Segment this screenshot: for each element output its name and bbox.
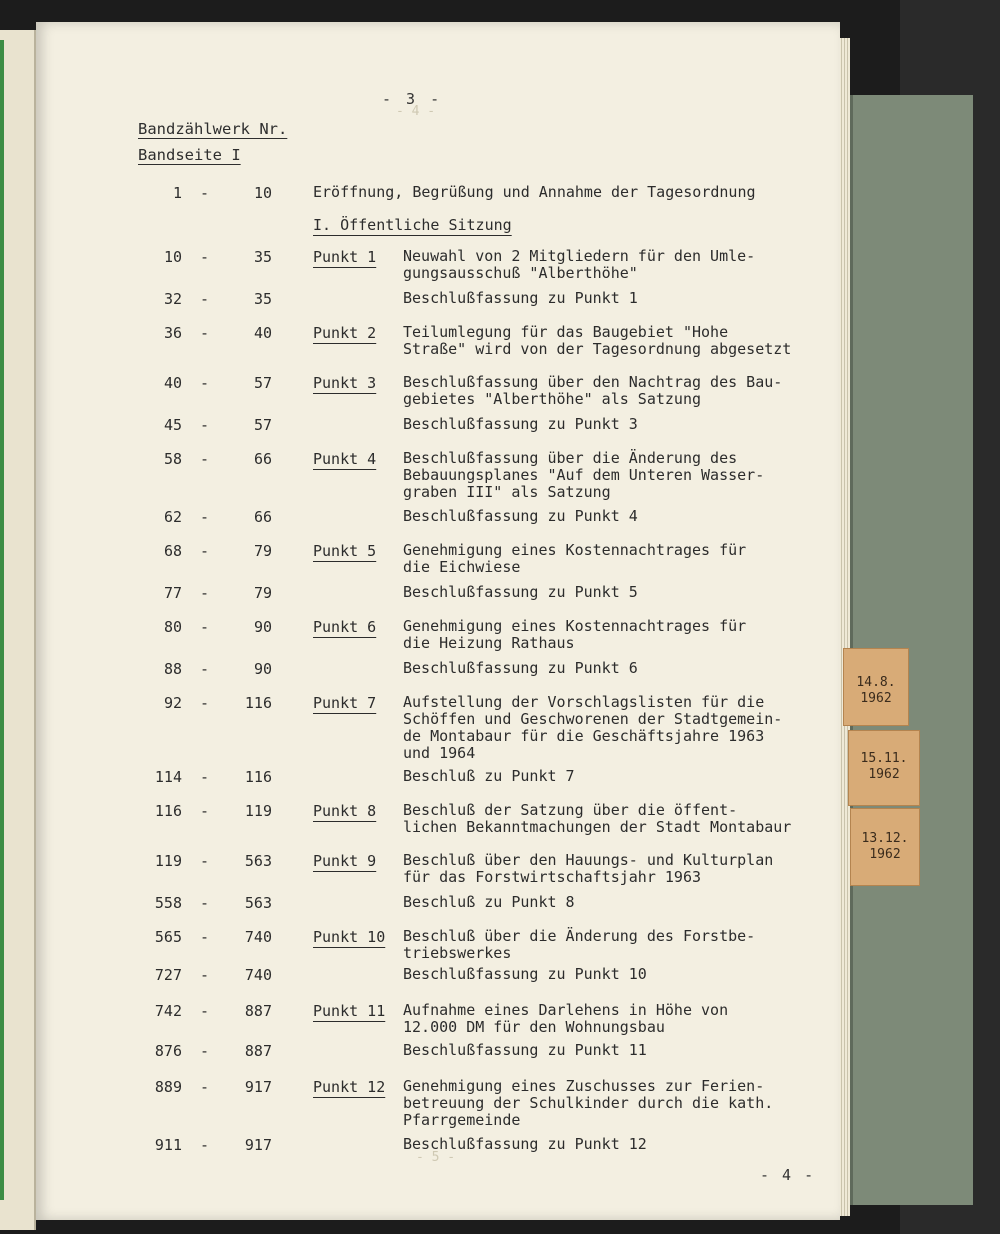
agenda-text: Beschlußfassung zu Punkt 11 [403, 1041, 647, 1059]
counter-from: 876 [154, 1042, 182, 1060]
counter-to: 917 [244, 1136, 272, 1154]
agenda-text: Beschlußfassung zu Punkt 12 [403, 1135, 647, 1153]
agenda-text: Neuwahl von 2 Mitgliedern für den Umle- gungsausschuß "Alberthöhe" [403, 247, 756, 282]
dash: - [200, 1042, 210, 1060]
counter-to: 90 [253, 618, 272, 636]
page-number-bottom: - 4 - [760, 1166, 816, 1184]
counter-to: 740 [244, 966, 272, 984]
agenda-text: Beschlußfassung zu Punkt 10 [403, 965, 647, 983]
counter-from: 45 [163, 416, 182, 434]
agenda-point: Punkt 8 [313, 802, 377, 820]
counter-from: 119 [154, 852, 182, 870]
dash: - [200, 768, 210, 786]
counter-from: 558 [154, 894, 182, 912]
agenda-text: Beschlußfassung über den Nachtrag des Bau- gebietes "Alberthöhe" als Satzung [403, 373, 783, 408]
dash: - [200, 928, 210, 946]
agenda-text: Aufstellung der Vorschlagslisten für die Schöffen und Geschworenen der Stadtgemein- de Montabaur für die Geschäftsjahre 1963 und 1964 [403, 693, 783, 762]
bleed-through-text: - 4 - [396, 104, 436, 119]
dash: - [200, 694, 210, 712]
dash: - [200, 508, 210, 526]
counter-to: 57 [253, 416, 272, 434]
counter-to: 740 [244, 928, 272, 946]
counter-to: 116 [244, 694, 272, 712]
agenda-text: Beschluß zu Punkt 7 [403, 767, 575, 785]
counter-from: 92 [163, 694, 182, 712]
agenda-text: Beschlußfassung zu Punkt 6 [403, 659, 638, 677]
dash: - [200, 618, 210, 636]
dash: - [200, 290, 210, 308]
dash: - [200, 1136, 210, 1154]
agenda-point: Punkt 9 [313, 852, 377, 870]
bookmark-ribbon [0, 40, 4, 1200]
counter-from: 1 [172, 184, 182, 202]
agenda-point: Punkt 7 [313, 694, 377, 712]
counter-from: 58 [163, 450, 182, 468]
dash: - [200, 1002, 210, 1020]
counter-from: 62 [163, 508, 182, 526]
agenda-point: Punkt 10 [313, 928, 386, 946]
bleed-through-text: - 5 - [416, 1150, 456, 1165]
header-side: Bandseite I [138, 146, 241, 164]
dash: - [200, 324, 210, 342]
counter-to: 66 [253, 450, 272, 468]
agenda-point: Punkt 4 [313, 450, 377, 468]
counter-to: 917 [244, 1078, 272, 1096]
counter-to: 10 [253, 184, 272, 202]
agenda-text: Genehmigung eines Zuschusses zur Ferien- betreuung der Schulkinder durch die kath. Pfarrgemeinde [403, 1077, 774, 1129]
page-number-top: - 3 - [382, 90, 443, 108]
agenda-text: Beschlußfassung zu Punkt 5 [403, 583, 638, 601]
section-title: I. Öffentliche Sitzung [313, 216, 512, 234]
agenda-text: Beschluß über die Änderung des Forstbe- triebswerkes [403, 927, 756, 962]
counter-to: 35 [253, 248, 272, 266]
agenda-text: Genehmigung eines Kostennachtrages für die Eichwiese [403, 541, 747, 576]
counter-to: 57 [253, 374, 272, 392]
counter-to: 119 [244, 802, 272, 820]
counter-from: 77 [163, 584, 182, 602]
agenda-text: Genehmigung eines Kostennachtrages für die Heizung Rathaus [403, 617, 747, 652]
dash: - [200, 416, 210, 434]
agenda-text: Beschluß zu Punkt 8 [403, 893, 575, 911]
agenda-text: Beschlußfassung zu Punkt 3 [403, 415, 638, 433]
counter-from: 116 [154, 802, 182, 820]
agenda-point: Punkt 3 [313, 374, 377, 392]
index-tab-3[interactable]: 13.12. 1962 [850, 808, 920, 886]
counter-from: 742 [154, 1002, 182, 1020]
agenda-text: Aufnahme eines Darlehens in Höhe von 12.000 DM für den Wohnungsbau [403, 1001, 729, 1036]
counter-to: 116 [244, 768, 272, 786]
counter-from: 889 [154, 1078, 182, 1096]
counter-to: 66 [253, 508, 272, 526]
agenda-point: Punkt 1 [313, 248, 377, 266]
dash: - [200, 852, 210, 870]
dash: - [200, 374, 210, 392]
agenda-point: Punkt 12 [313, 1078, 386, 1096]
left-page-edge [0, 30, 36, 1230]
counter-to: 563 [244, 894, 272, 912]
counter-from: 68 [163, 542, 182, 560]
dash: - [200, 660, 210, 678]
dash: - [200, 184, 210, 202]
dash: - [200, 966, 210, 984]
counter-from: 727 [154, 966, 182, 984]
dash: - [200, 802, 210, 820]
index-tab-1[interactable]: 14.8. 1962 [843, 648, 909, 726]
counter-from: 10 [163, 248, 182, 266]
counter-to: 563 [244, 852, 272, 870]
agenda-point: Punkt 2 [313, 324, 377, 342]
counter-to: 90 [253, 660, 272, 678]
dash: - [200, 542, 210, 560]
counter-to: 79 [253, 542, 272, 560]
agenda-point: Punkt 6 [313, 618, 377, 636]
counter-from: 114 [154, 768, 182, 786]
counter-from: 88 [163, 660, 182, 678]
counter-from: 40 [163, 374, 182, 392]
counter-from: 80 [163, 618, 182, 636]
dash: - [200, 248, 210, 266]
agenda-text: Beschlußfassung über die Änderung des Bebauungsplanes "Auf dem Unteren Wasser- graben III" als Satzung [403, 449, 765, 501]
counter-to: 35 [253, 290, 272, 308]
agenda-point: Punkt 5 [313, 542, 377, 560]
index-tab-2[interactable]: 15.11. 1962 [848, 730, 920, 806]
agenda-text: Teilumlegung für das Baugebiet "Hohe Straße" wird von der Tagesordnung abgesetzt [403, 323, 792, 358]
counter-to: 887 [244, 1002, 272, 1020]
dash: - [200, 894, 210, 912]
agenda-text: Beschluß der Satzung über die öffent- lichen Bekanntmachungen der Stadt Montabaur [403, 801, 792, 836]
counter-from: 911 [154, 1136, 182, 1154]
counter-to: 79 [253, 584, 272, 602]
counter-from: 565 [154, 928, 182, 946]
counter-from: 32 [163, 290, 182, 308]
agenda-text: Beschluß über den Hauungs- und Kulturplan für das Forstwirtschaftsjahr 1963 [403, 851, 774, 886]
agenda-text: Beschlußfassung zu Punkt 1 [403, 289, 638, 307]
dash: - [200, 1078, 210, 1096]
agenda-text: Beschlußfassung zu Punkt 4 [403, 507, 638, 525]
dash: - [200, 584, 210, 602]
counter-to: 40 [253, 324, 272, 342]
agenda-point: Punkt 11 [313, 1002, 386, 1020]
intro-text: Eröffnung, Begrüßung und Annahme der Tagesordnung [313, 183, 756, 201]
counter-to: 887 [244, 1042, 272, 1060]
dash: - [200, 450, 210, 468]
header-counter: Bandzählwerk Nr. [138, 120, 288, 138]
document-page [36, 22, 840, 1220]
counter-from: 36 [163, 324, 182, 342]
